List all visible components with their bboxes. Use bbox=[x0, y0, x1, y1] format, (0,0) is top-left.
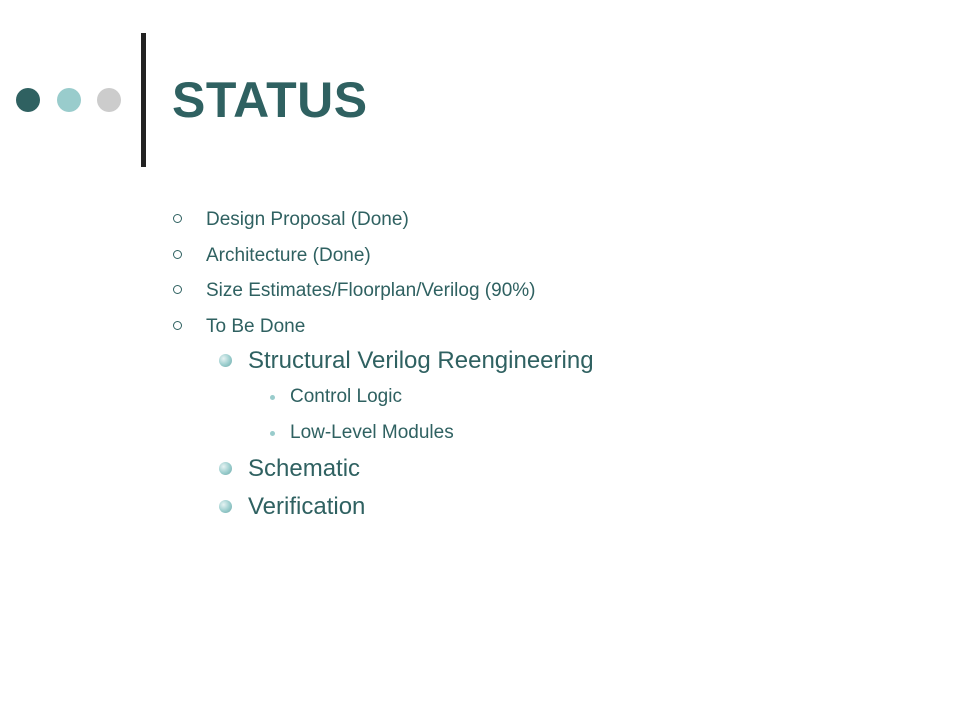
ring-bullet-icon bbox=[173, 214, 182, 223]
sub-sub-list-item: Control Logic bbox=[290, 386, 402, 407]
sphere-bullet-icon bbox=[219, 462, 232, 475]
gray-dot-icon bbox=[97, 88, 121, 112]
list-item: Size Estimates/Floorplan/Verilog (90%) bbox=[206, 280, 536, 301]
slide-title: STATUS bbox=[172, 72, 368, 128]
list-item: Architecture (Done) bbox=[206, 245, 371, 266]
sub-list-item: Structural Verilog Reengineering bbox=[248, 347, 594, 374]
dot-bullet-icon bbox=[270, 395, 275, 400]
sub-sub-list-item: Low-Level Modules bbox=[290, 422, 454, 443]
sub-list-item: Verification bbox=[248, 493, 366, 520]
sphere-bullet-icon bbox=[219, 500, 232, 513]
ring-bullet-icon bbox=[173, 321, 182, 330]
teal-dot-icon bbox=[57, 88, 81, 112]
dark-dot-icon bbox=[16, 88, 40, 112]
sphere-bullet-icon bbox=[219, 354, 232, 367]
list-item: Design Proposal (Done) bbox=[206, 209, 409, 230]
ring-bullet-icon bbox=[173, 285, 182, 294]
list-item: To Be Done bbox=[206, 316, 306, 337]
sub-list-item: Schematic bbox=[248, 455, 361, 482]
dot-bullet-icon bbox=[270, 431, 275, 436]
ring-bullet-icon bbox=[173, 250, 182, 259]
title-divider bbox=[141, 33, 146, 167]
